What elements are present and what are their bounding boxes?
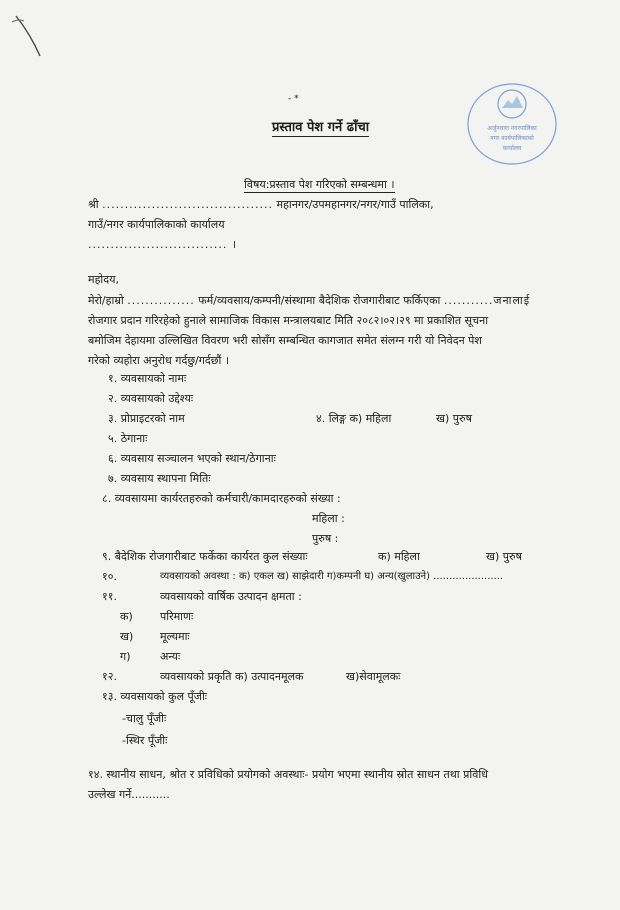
body-fill-owner: मेरो/हाम्रो xyxy=(88,294,124,307)
item-8-female: महिला : xyxy=(312,512,345,525)
address-suffix: महानगर/उपमहानगर/नगर/गाउँ पालिका, xyxy=(276,198,434,211)
item-12: व्यवसायको प्रकृति क) उत्पादनमूलक xyxy=(160,670,304,683)
svg-text:अर्जुनधारा नगरपालिका: अर्जुनधारा नगरपालिका xyxy=(487,125,537,132)
item-2: २. व्यवसायको उद्देश्यः xyxy=(108,392,194,405)
item-7: ७. व्यवसाय स्थापना मितिः xyxy=(108,472,211,485)
item-11-c-number: ग) xyxy=(120,650,131,663)
form-title: प्रस्ताव पेश गर्ने ढाँचा xyxy=(272,120,370,135)
address-prefix: श्री xyxy=(88,198,99,211)
item-14-line-1: १४. स्थानीय साधन, श्रोत र प्रविधिको प्रयोगको अवस्थाः- प्रयोग भएमा स्थानीय स्रोत साधन तथा प्रविधि xyxy=(88,768,488,781)
svg-text:कार्यालय: कार्यालय xyxy=(502,145,522,152)
body-fill-business: फर्म/व्यवसाय/कम्पनी/संस्थामा बैदेशिक रोजगारीबाट फर्किएका xyxy=(198,294,441,307)
item-11-b-number: ख) xyxy=(120,630,134,643)
item-11-number: ११. xyxy=(102,590,117,603)
corner-pen-mark xyxy=(10,12,50,62)
item-12-number: १२. xyxy=(102,670,117,683)
item-11-a-number: क) xyxy=(120,610,133,623)
item-13-working-capital: -चालु पूँजीः xyxy=(122,712,167,725)
item-9: ९. बैदेशिक रोजगारीबाट फर्केका कार्यरत कुल संख्याः xyxy=(102,550,308,563)
address-blank: ...................................... xyxy=(102,198,274,211)
subject-line: विषय:प्रस्ताव पेश गरिएको सम्बन्धमा । xyxy=(244,178,395,191)
item-9-female: क) महिला xyxy=(378,550,420,563)
item-1: १. व्यवसायको नामः xyxy=(108,372,187,385)
item-13: १३. व्यवसायको कुल पूँजीः xyxy=(102,690,208,703)
address-line-3: ............................... । xyxy=(88,238,238,251)
official-seal xyxy=(462,78,562,170)
item-11-b: मूल्यमाः xyxy=(160,630,190,643)
item-8-male: पुरुष : xyxy=(312,532,339,545)
item-8: ८. व्यवसायमा कार्यरतहरुको कर्मचारी/कामदारहरुको संख्या : xyxy=(102,492,341,505)
item-9-male: ख) पुरुष xyxy=(486,550,522,563)
salutation: महोदय, xyxy=(88,273,119,286)
body-line-4: गरेको व्यहोरा अनुरोध गर्दछु/गर्दछौं । xyxy=(88,354,229,367)
body-line-2: रोजगार प्रदान गरिरहेको हुनाले सामाजिक विकास मन्त्रालयबाट मिति २०८२।०२।२९ मा प्रकाशित सूचना xyxy=(88,314,489,327)
item-13-fixed-capital: -स्थिर पूँजीः xyxy=(122,734,168,747)
item-3: ३. प्रोप्राइटरको नाम xyxy=(108,412,185,425)
item-14-line-2: उल्लेख गर्ने........... xyxy=(88,788,170,801)
item-4-gender-male: ख) पुरुष xyxy=(436,412,472,425)
body-line-3: बमोजिम देहायमा उल्लिखित विवरण भरी सोसँग सम्बन्धित कागजात समेत संलग्न गरी यो निवेदन पेश xyxy=(88,334,482,347)
body-blank-1: ............... xyxy=(127,294,195,307)
item-11: व्यवसायको वार्षिक उत्पादन क्षमता : xyxy=(160,590,302,603)
address-line-1 xyxy=(88,198,434,212)
address-line-2: गाउँ/नगर कार्यपालिकाको कार्यालय xyxy=(88,218,225,231)
body-line-1 xyxy=(88,294,530,308)
item-4-gender-female: ४. लिङ्ग क) महिला xyxy=(316,412,392,425)
item-10: व्यवसायको अवस्था : क) एकल ख) साझेदारी ग)कम्पनी घ) अन्य(खुलाउने) ...................... xyxy=(160,571,504,582)
item-11-a: परिमाणः xyxy=(160,610,194,623)
body-blank-2: ...........जनालाई xyxy=(443,294,531,307)
item-6: ६. व्यवसाय सञ्चालन भएको स्थान/ठेगानाः xyxy=(108,452,276,465)
item-10-number: १०. xyxy=(102,570,117,583)
item-12-service: ख)सेवामूलकः xyxy=(346,670,401,683)
item-5: ५. ठेगानाः xyxy=(108,432,148,445)
svg-text:नगर कार्यपालिकाको: नगर कार्यपालिकाको xyxy=(490,135,534,142)
top-mark: - * xyxy=(288,94,299,104)
item-11-c: अन्यः xyxy=(160,650,181,663)
